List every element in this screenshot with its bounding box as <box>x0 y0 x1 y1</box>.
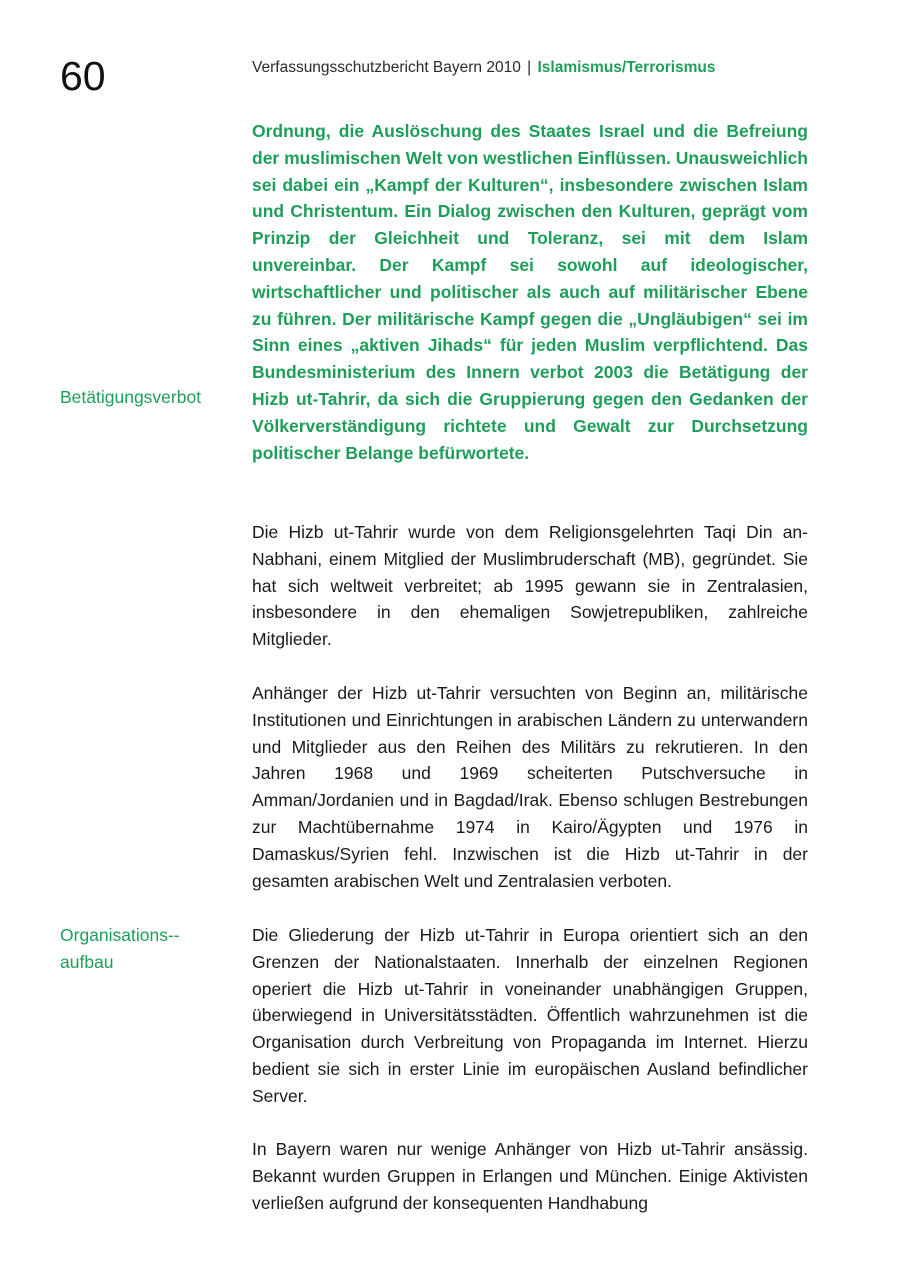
running-header <box>252 58 716 78</box>
header-separator: | <box>527 59 532 76</box>
paragraph-block-1 <box>252 118 808 466</box>
highlighted-paragraph: Ordnung, die Auslöschung des Staates Israel und die Befreiung der muslimischen Welt von westlichen Einflüssen. Unausweichlich sei dabei ein „Kampf der Kulturen“, insbesondere zwischen Islam und Christentum. Ein Dialog zwischen den Kulturen, geprägt vom Prinzip der Gleichheit und Toleranz, sei mit dem Islam unvereinbar. Der Kampf sei sowohl auf ideologischer, wirtschaftlicher und politischer als auch auf militärischer Ebene zu führen. Der militärische Kampf gegen die „Ungläubigen“ sei im Sinn eines „aktiven Jihads“ für jeden Muslim verpflichtend. Das Bundesministerium des Innern verbot 2003 die Betätigung der Hizb ut-Tahrir, da sich die Gruppierung gegen den Gedanken der Völkerverständigung richtete und Gewalt zur Durchsetzung politischer Belange befürwortete. <box>252 121 808 463</box>
paragraph-block-5 <box>252 1136 808 1216</box>
body-paragraph: In Bayern waren nur wenige Anhänger von Hizb ut-Tahrir ansässig. Bekannt wurden Gruppen in Erlangen und München. Einige Aktivisten verließen aufgrund der konsequenten Handhabung <box>252 1139 808 1213</box>
section-title: Islamismus/Terrorismus <box>537 59 716 76</box>
body-paragraph: Die Gliederung der Hizb ut-Tahrir in Europa orientiert sich an den Grenzen der Nationalstaaten. Innerhalb der einzelnen Regionen operiert die Hizb ut-Tahrir in voneinander unabhängigen Gruppen, überwiegend in Universitätsstädten. Öffentlich wahrzunehmen ist die Organisation durch Verbreitung von Propaganda im Internet. Hierzu bedient sie sich in erster Linie im europäischen Ausland befindlicher Server. <box>252 925 808 1106</box>
paragraph-block-3 <box>252 680 808 894</box>
margin-label-betaetigungsverbot: Betätigungsverbot <box>60 387 202 407</box>
body-paragraph: Die Hizb ut-Tahrir wurde von dem Religionsgelehrten Taqi Din an-Nabhani, einem Mitglied der Muslimbruderschaft (MB), gegründet. Sie hat sich weltweit verbreitet; ab 1995 gewann sie in Zentralasien, insbesondere in den ehemaligen Sowjetrepubliken, zahlreiche Mitglieder. <box>252 522 808 650</box>
paragraph-block-4 <box>252 922 808 1110</box>
body-paragraph: Anhänger der Hizb ut-Tahrir versuchten von Beginn an, militärische Institutionen und Einrichtungen in arabischen Ländern zu unterwandern und Mitglieder aus den Reihen des Militärs zu rekrutieren. In den Jahren 1968 und 1969 scheiterten Putschversuche in Amman/Jordanien und in Bagdad/Irak. Ebenso schlugen Bestrebungen zur Machtübernahme 1974 in Kairo/Ägypten und 1976 in Damaskus/Syrien fehl. Inzwischen ist die Hizb ut-Tahrir in der gesamten arabischen Welt und Zentralasien verboten. <box>252 683 808 891</box>
paragraph-block-2 <box>252 519 808 653</box>
publication-title: Verfassungsschutzbericht Bayern 2010 <box>252 59 521 76</box>
page-number: 60 <box>60 53 106 99</box>
margin-label-organisationsaufbau: Organisations-aufbau <box>60 925 180 972</box>
